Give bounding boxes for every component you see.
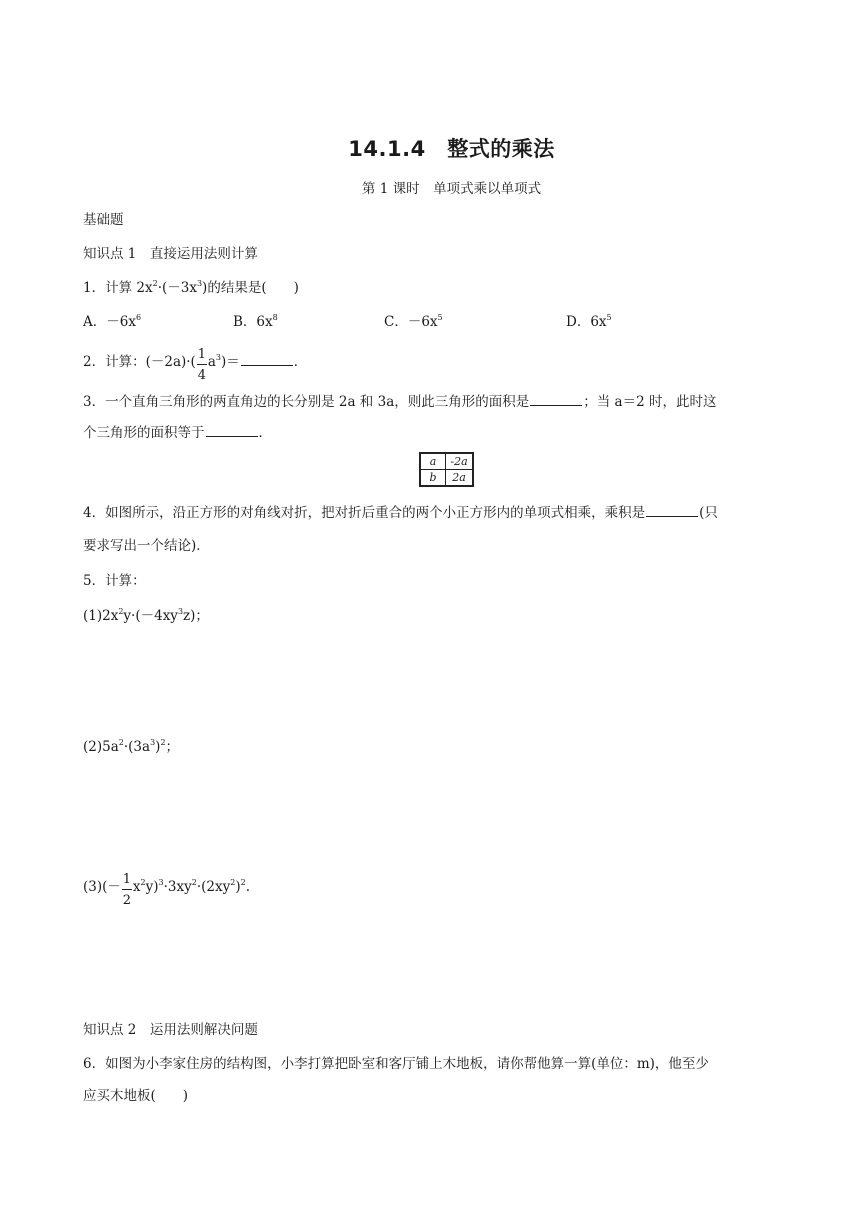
answer-blank[interactable] (530, 393, 582, 406)
option-a: A．$-6x^6$ (83, 313, 142, 330)
answer-blank[interactable] (206, 424, 258, 437)
square-grid-figure (419, 452, 474, 487)
fraction: $\frac{1}{4}$ (197, 346, 206, 383)
grid-cell: 2a (446, 470, 474, 487)
question-5-part-1: $(1)2x^2y\cdot(-4xy^3z)$； (83, 607, 209, 624)
question-5-part-2: $(2)5a^2\cdot(3a^3)^2$； (83, 738, 180, 755)
option-c: C．$-6x^5$ (384, 313, 443, 330)
page-title: 14.1.4 整式的乘法 (348, 137, 555, 161)
question-6-line-1: 6．如图为小李家住房的结构图，小李打算把卧室和客厅铺上木地板，请你帮他算一算(单位：m)，他至少 (83, 1056, 709, 1072)
option-b: B．$6x^8$ (233, 313, 278, 330)
grid-cell: a (420, 453, 446, 470)
fraction: $\frac{1}{2}$ (122, 871, 132, 908)
page-subtitle: 第 1 课时 单项式乘以单项式 (361, 181, 542, 197)
question-4-line-2: 要求写出一个结论)． (83, 538, 210, 554)
question-2: 2．计算：(－2a)·( $\frac{1}{4}$ $a^3)=$ ． (83, 346, 308, 383)
question-5-part-3: (3)(－ $\frac{1}{2}$ $x^2y)^3\cdot 3xy^2\cdot(2xy^2)^2$. (83, 871, 250, 908)
section-heading: 基础题 (83, 212, 124, 228)
knowledge-point-1: 知识点 1 直接运用法则计算 (83, 246, 258, 262)
question-4-line-1: 4．如图所示，沿正方形的对角线对折，把对折后重合的两个小正方形内的单项式相乘，乘积是 (只 (83, 505, 718, 521)
option-d: D．$6x^5$ (566, 313, 612, 330)
answer-blank[interactable] (241, 353, 293, 366)
question-6-line-2: 应买木地板( ) (83, 1088, 189, 1104)
question-1: 1．计算 $2x^2\cdot(-3x^3)$的结果是( ) (83, 279, 299, 296)
question-5: 5．计算： (83, 573, 146, 589)
knowledge-point-2: 知识点 2 运用法则解决问题 (83, 1022, 258, 1038)
answer-blank[interactable] (646, 504, 698, 517)
question-3-line-1: 3．一个直角三角形的两直角边的长分别是 2a 和 3a，则此三角形的面积是 ；当 a＝2 时，此时这 (83, 394, 717, 410)
grid-cell: -2a (446, 453, 474, 470)
question-3-line-2: 个三角形的面积等于 ． (83, 425, 272, 441)
grid-cell: b (420, 470, 446, 487)
